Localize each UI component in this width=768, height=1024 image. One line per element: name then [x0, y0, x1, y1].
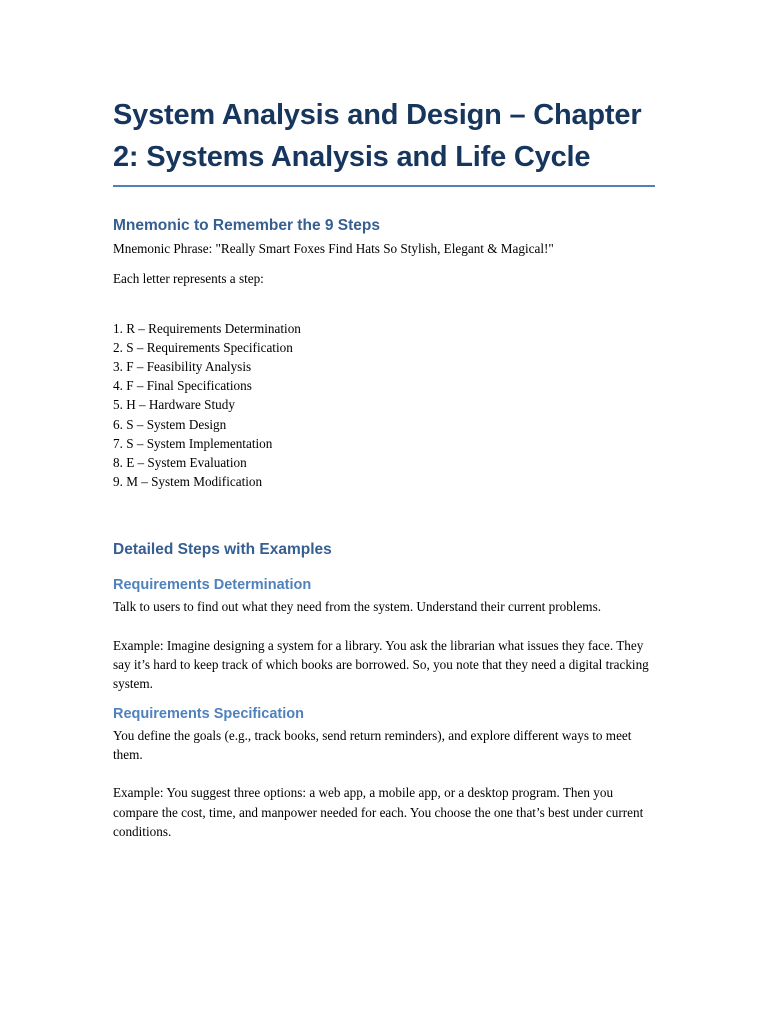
mnemonic-intro: Each letter represents a step:	[113, 271, 264, 287]
list-item: 1. R – Requirements Determination	[113, 320, 301, 336]
steps-list	[113, 319, 655, 492]
list-item: 3. F – Feasibility Analysis	[113, 359, 252, 374]
req-specification-example: Example: You suggest three options: a web app, a mobile app, or a desktop program. Then you compare the cost, time, and manpower needed for each. You choose the one that’s best under current conditions.	[113, 785, 644, 839]
mnemonic-heading: Mnemonic to Remember the 9 Steps	[113, 217, 381, 234]
req-determination-heading: Requirements Determination	[113, 577, 312, 594]
list-item: 8. E – System Evaluation	[113, 455, 247, 471]
list-item: 2. S – Requirements Specification	[113, 339, 293, 355]
req-determination-text: Talk to users to find out what they need from the system. Understand their current problems.	[113, 599, 601, 615]
document-page	[113, 94, 655, 841]
list-item: 4. F – Final Specifications	[113, 378, 252, 394]
list-item: 5. H – Hardware Study	[113, 397, 235, 413]
list-item: 9. M – System Modification	[113, 474, 263, 490]
detailed-steps-heading: Detailed Steps with Examples	[113, 541, 332, 559]
req-determination-example: Example: Imagine designing a system for a library. You ask the librarian what issues they face. They say it’s hard to keep track of which books are borrowed. So, you note that they need a digital tracking system.	[113, 637, 649, 692]
document-title: System Analysis and Design – Chapter 2: Systems Analysis and Life Cycle	[113, 94, 655, 187]
mnemonic-phrase: Mnemonic Phrase: "Really Smart Foxes Find Hats So Stylish, Elegant & Magical!"	[113, 241, 554, 256]
req-specification-text: You define the goals (e.g., track books, send return reminders), and explore different ways to meet them.	[113, 727, 632, 762]
list-item: 6. S – System Design	[113, 416, 227, 432]
req-specification-heading: Requirements Specification	[113, 705, 304, 722]
list-item: 7. S – System Implementation	[113, 435, 273, 451]
